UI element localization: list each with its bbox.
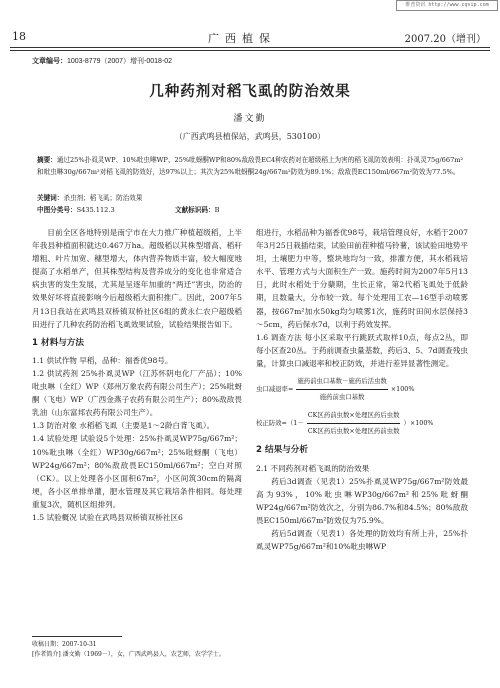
keywords: [37, 192, 143, 202]
doc-code-value: B: [214, 206, 220, 214]
formula-1-rhs: ×100%: [390, 385, 415, 394]
keywords-text: 杀虫剂；稻飞虱；防治效果: [63, 194, 143, 202]
abstract-label: 摘要：: [37, 156, 57, 164]
formula-1-numerator: 施药前虫口基数－施药后活虫数: [296, 375, 387, 390]
footnote: [32, 640, 225, 660]
header-rule: [10, 47, 490, 48]
formula-1-denominator: 施药前虫口基数: [319, 393, 365, 402]
doc-code: [175, 204, 219, 214]
abstract-text: 通过25%扑虱灵WP、10%吡虫啉WP、25%吡蚜酮WP和80%敌敌畏EC4种农药对在超级稻上为害的稻飞虱防效表明：扑虱灵75g/667m²和吡虫啉30g/667m²对稻飞虱的防效好，达97%以上；其次为25%吡蚜酮24g/667m²防效为89.1%；敌敌畏EC150ml/667m²防效为77.5%。: [37, 156, 464, 176]
formula-corrected-efficacy: [256, 409, 468, 438]
results-paragraph-2: 药后5d调查（见表1）各处理的防效均有所上升，25%扑虱灵WP75g/667m²和10%吡虫啉WP: [256, 528, 468, 552]
classification: [37, 204, 115, 214]
abstract: [37, 155, 467, 178]
section-heading-results: 2 结果与分析: [256, 445, 308, 456]
source-stamp: 维普资讯 http://www.cqvip.com: [396, 0, 498, 11]
formula-2-fraction: [307, 409, 401, 438]
keywords-label: 关键词：: [37, 194, 64, 202]
subsection-1-5: 1.5 试验概况 试验在武鸣县双桥镇双桥社区6: [32, 512, 183, 522]
left-column: [32, 226, 242, 524]
formula-1-fraction: [296, 375, 387, 404]
received-date: 收稿日期：2007-10-31: [32, 641, 97, 648]
author: 潘文勤: [233, 114, 267, 124]
section-heading-materials: 1 材料与方法: [32, 337, 84, 348]
results-paragraph-1: 药后3d调查（见表1）25%扑虱灵WP75g/667m²防效最高为93%，10%吡虫啉WP30g/667m²和25%吡蚜酮WP24g/667m²防效次之，分别为86.7%和84.5%；80%敌敌畏EC150ml/667m²防效仅为75.9%。: [256, 476, 468, 525]
formula-1-lhs: 虫口减退率=: [256, 385, 294, 394]
formula-2-numerator: CK区药前虫数×处理区药后虫数: [307, 409, 401, 424]
footnote-rule: [32, 636, 122, 637]
formula-2-denominator: CK区药后虫数×处理区药前虫数: [307, 427, 400, 436]
classification-value: S435.112.3: [76, 206, 115, 214]
subsection-1-3: 1.3 防治对象 水稻稻飞虱（主要是1～2龄白背飞虱）。: [32, 421, 215, 431]
right-column: [256, 226, 468, 553]
article-number-label: 文章编号：: [32, 58, 67, 65]
subsection-1-6: 1.6 调查方法 每小区采取平行跳跃式取样10点，每点2丛，即每小区查20丛。于药前调查虫量基数，药后3、5、7d调查残虫量，计算虫口减退率和校正防效，并进行差异显著性测定。: [256, 332, 468, 368]
author-info: [作者简介] 潘文勤（1969－），女，广西武鸣县人，农艺师，农学学士。: [32, 651, 225, 658]
formula-reduction-rate: [256, 375, 468, 404]
journal-name: 广西植保: [208, 32, 276, 45]
subsection-1-4: 1.4 试验处理 试验设5个处理：25%扑虱灵WP75g/667m²；10%吡虫啉（全红）WP30g/667m²；25%吡蚜酮（飞电）WP24g/667m²；80%敌敌畏EC150ml/667m²；空白对照（CK）。以上处理各小区面积67m²，小区间筑30cm的隔离埂，各小区单排单灌，肥水管理及其它栽培条件相同。每处理重复3次，随机区组排列。: [32, 434, 242, 509]
article-number: [32, 56, 172, 66]
formula-2-rhs: ）×100%: [403, 419, 434, 428]
journal-issue: 2007.20（增刊）: [404, 34, 486, 45]
article-number-value: 1003-8779（2007）增刊-0018-02: [67, 58, 173, 65]
subsection-1-1: 1.1 供试作物 早稻，品种：福香优98号。: [32, 355, 173, 365]
affiliation: （广西武鸣县植保站，武鸣县，530100）: [174, 132, 326, 141]
intro-paragraph: 目前全区各地特别是南宁市在大力推广种植超级稻，上半年我县种植面积就达0.467万ha。超级稻以其株型增高、稻秆增粗、叶片加宽、穗型增大，体内营养物质丰富，较大幅度地提高了水稻单产，但其株型结构及营养成分的变化也非常适合病虫害的发生发展，尤其是呈逐年加重的“两迁”害虫，防治的效果好坏将直接影响今后超级稻大面积推广。因此，2007年5月13日我站在武鸣县双桥镇双桥社区6组的黄永仁农户超级稻田进行了几种农药防治稻飞虱效果试验，试验结果报告如下。: [32, 228, 242, 329]
subsection-1-2: 1.2 供试药剂 25%扑虱灵WP（江苏怀阴电化厂产品）；10%吡虫啉（全红）WP（郑州万象农药有限公司生产）；25%吡蚜酮（飞电）WP（广西金燕子农药有限公司生产）；80%敌敌畏乳油（山东富邦农药有限公司生产）。: [32, 368, 242, 418]
doc-code-label: 文献标识码：: [175, 206, 215, 214]
formula-2-lhs: 校正防效=（1－: [256, 419, 304, 428]
page-number: 18: [12, 30, 26, 43]
continued-paragraph: 组进行，水稻品种为福香优98号，栽培管理良好，水稻于2007年3月25日栽插结束，试验田前茬种植马铃薯，该试验田地势平坦，土壤肥力中等，整块地均匀一致，排灌方便，其水稻栽培水平、管理方式与大面积生产一致。施药时间为2007年5月13日，此时水稻处于分蘖期，生长正常，第2代稻飞虱处于低龄期，且数量大，分布较一致。每个处理用工农—16型手动喷雾器，按667m²加水50kg均匀喷雾1次，施药时田间水层保持3～5cm，药后保水7d，以利于药效发挥。: [256, 228, 468, 329]
header-rule-thin: [10, 50, 490, 51]
classification-label: 中图分类号：: [37, 206, 77, 214]
subsection-2-1: 2.1 不同药剂对稻飞虱的防治效果: [256, 463, 370, 473]
paper-title: 几种药剂对稻飞虱的防治效果: [149, 84, 351, 100]
